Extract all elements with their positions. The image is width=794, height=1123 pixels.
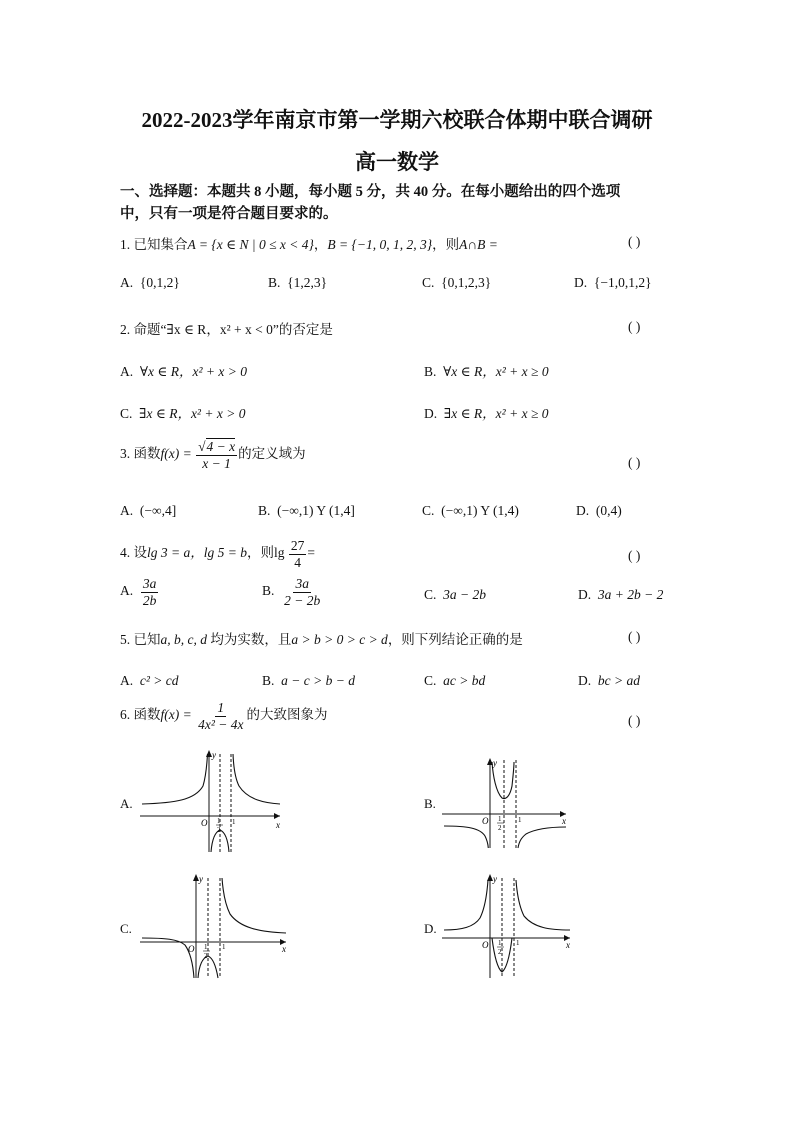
fraction-numerator: 27: [290, 538, 305, 553]
option-d[interactable]: D. ∃x ∈ R，x² + x ≥ 0: [424, 406, 549, 421]
section-heading-line2: 中，只有一项是符合题目要求的。: [120, 206, 338, 222]
svg-text:y: y: [493, 874, 497, 884]
math-equals: =: [307, 545, 315, 561]
option-a[interactable]: A. $\frac{3a}{2b}$: [120, 576, 157, 608]
svg-text:2: 2: [204, 952, 208, 960]
option-a[interactable]: A. (−∞,4]: [120, 503, 177, 518]
svg-text:1: 1: [217, 817, 221, 825]
fraction: [196, 439, 237, 471]
option-b[interactable]: B. {1,2,3}: [268, 275, 328, 290]
fraction: [196, 700, 245, 732]
question-1: [120, 233, 498, 253]
math-set-b: B = {−1, 0, 1, 2, 3}: [327, 237, 433, 252]
svg-text:y: y: [212, 750, 216, 760]
question-5: [120, 628, 523, 648]
svg-text:2: 2: [498, 948, 502, 956]
question-2: [120, 318, 333, 338]
graph-option-a[interactable]: [140, 748, 286, 856]
question-text: ，则: [246, 545, 274, 561]
svg-text:y: y: [493, 758, 497, 768]
answer-bracket[interactable]: ( ): [628, 234, 641, 249]
option-b[interactable]: B. (−∞,1) Y (1,4]: [258, 503, 355, 518]
graph-option-c[interactable]: [140, 872, 290, 980]
question-text: 设: [133, 545, 147, 561]
svg-text:2: 2: [217, 826, 221, 834]
math-given: lg 3 = a，lg 5 = b: [147, 545, 247, 561]
answer-bracket[interactable]: ( ): [628, 319, 641, 334]
question-text: 命题“∃x ∈ R，x² + x < 0”的否定是: [133, 322, 333, 337]
exam-subtitle: 高一数学: [355, 150, 439, 174]
fraction-denominator: 4: [294, 554, 301, 570]
question-text: 均为实数，且: [210, 632, 292, 647]
svg-text:O: O: [482, 816, 489, 826]
separator: ，: [313, 237, 328, 252]
math-condition: a > b > 0 > c > d: [291, 632, 388, 647]
option-c[interactable]: C. ∃x ∈ R，x² + x > 0: [120, 406, 246, 421]
option-d[interactable]: D. 3a + 2b − 2: [578, 587, 664, 602]
math-set-a: A = {x ∈ N | 0 ≤ x < 4}: [187, 237, 314, 252]
graph-option-b-label[interactable]: B.: [424, 796, 436, 811]
question-number: 4.: [120, 545, 131, 561]
math-vars: a, b, c, d: [160, 632, 207, 647]
answer-bracket[interactable]: ( ): [628, 713, 641, 728]
option-c[interactable]: C. {0,1,2,3}: [422, 275, 492, 290]
svg-text:1: 1: [516, 939, 520, 947]
svg-text:1: 1: [518, 816, 522, 824]
question-number: 1.: [120, 237, 131, 252]
graph-option-d-label[interactable]: D.: [424, 921, 437, 936]
option-d[interactable]: D. (0,4): [576, 503, 622, 518]
svg-text:x: x: [562, 816, 566, 826]
math-fx: f(x) =: [160, 446, 192, 462]
question-number: 2.: [120, 322, 131, 337]
fraction-numerator: 1: [217, 700, 225, 715]
graph-option-a-label[interactable]: A.: [120, 796, 133, 811]
math-lg: lg: [273, 545, 285, 561]
option-b[interactable]: B. ∀x ∈ R，x² + x ≥ 0: [424, 364, 549, 379]
exam-title: 2022-2023学年南京市第一学期六校联合体期中联合调研: [141, 108, 653, 132]
question-text: 已知集合: [133, 237, 188, 252]
fraction-denominator: 4x² − 4x: [198, 716, 244, 732]
option-c[interactable]: C. ac > bd: [424, 673, 486, 688]
option-b[interactable]: B. a − c > b − d: [262, 673, 355, 688]
question-number: 6.: [120, 707, 131, 723]
graph-option-c-label[interactable]: C.: [120, 921, 132, 936]
option-c[interactable]: C. 3a − 2b: [424, 587, 487, 602]
section-heading-line1: 一、选择题：本题共 8 小题，每小题 5 分，共 40 分。在每小题给出的四个选项: [120, 184, 621, 200]
svg-text:2: 2: [498, 824, 502, 832]
option-a[interactable]: A. ∀x ∈ R，x² + x > 0: [120, 364, 248, 379]
question-text: ，则: [432, 237, 460, 252]
option-a[interactable]: A. {0,1,2}: [120, 275, 180, 290]
graph-option-b[interactable]: [442, 756, 572, 852]
question-text: 的大致图象为: [246, 707, 328, 723]
svg-text:1: 1: [498, 939, 502, 947]
question-4: [120, 538, 315, 570]
svg-text:1: 1: [222, 943, 226, 951]
fraction-numerator: √4 − x: [198, 439, 236, 454]
svg-text:x: x: [282, 944, 286, 954]
math-fx: f(x) =: [160, 707, 192, 723]
question-text: ，则下列结论正确的是: [387, 632, 523, 647]
svg-text:x: x: [566, 940, 570, 950]
question-3: [120, 439, 306, 471]
fraction-denominator: x − 1: [202, 455, 231, 471]
svg-text:x: x: [276, 820, 280, 830]
option-d[interactable]: D. {−1,0,1,2}: [574, 275, 652, 290]
option-b[interactable]: B. $\frac{3a}{2 - 2b}$: [262, 576, 321, 608]
answer-bracket[interactable]: ( ): [628, 548, 641, 563]
svg-text:1: 1: [232, 818, 236, 826]
question-text: 的定义域为: [238, 446, 306, 462]
svg-text:1: 1: [498, 815, 502, 823]
option-a[interactable]: A. c² > cd: [120, 673, 179, 688]
math-expression: A∩B =: [459, 237, 498, 252]
graph-option-d[interactable]: [442, 872, 576, 980]
question-text: 已知: [133, 632, 161, 647]
fraction: [289, 538, 307, 570]
svg-text:1: 1: [204, 943, 208, 951]
option-d[interactable]: D. bc > ad: [578, 673, 640, 688]
question-text: 函数: [133, 707, 161, 723]
answer-bracket[interactable]: ( ): [628, 629, 641, 644]
option-c[interactable]: C. (−∞,1) Y (1,4): [422, 503, 519, 518]
svg-text:y: y: [199, 874, 203, 884]
question-text: 函数: [133, 446, 161, 462]
svg-text:O: O: [482, 940, 489, 950]
answer-bracket[interactable]: ( ): [628, 455, 641, 470]
svg-text:O: O: [188, 944, 195, 954]
question-6: [120, 700, 328, 732]
question-number: 3.: [120, 446, 131, 462]
question-number: 5.: [120, 632, 131, 647]
svg-text:O: O: [201, 818, 208, 828]
